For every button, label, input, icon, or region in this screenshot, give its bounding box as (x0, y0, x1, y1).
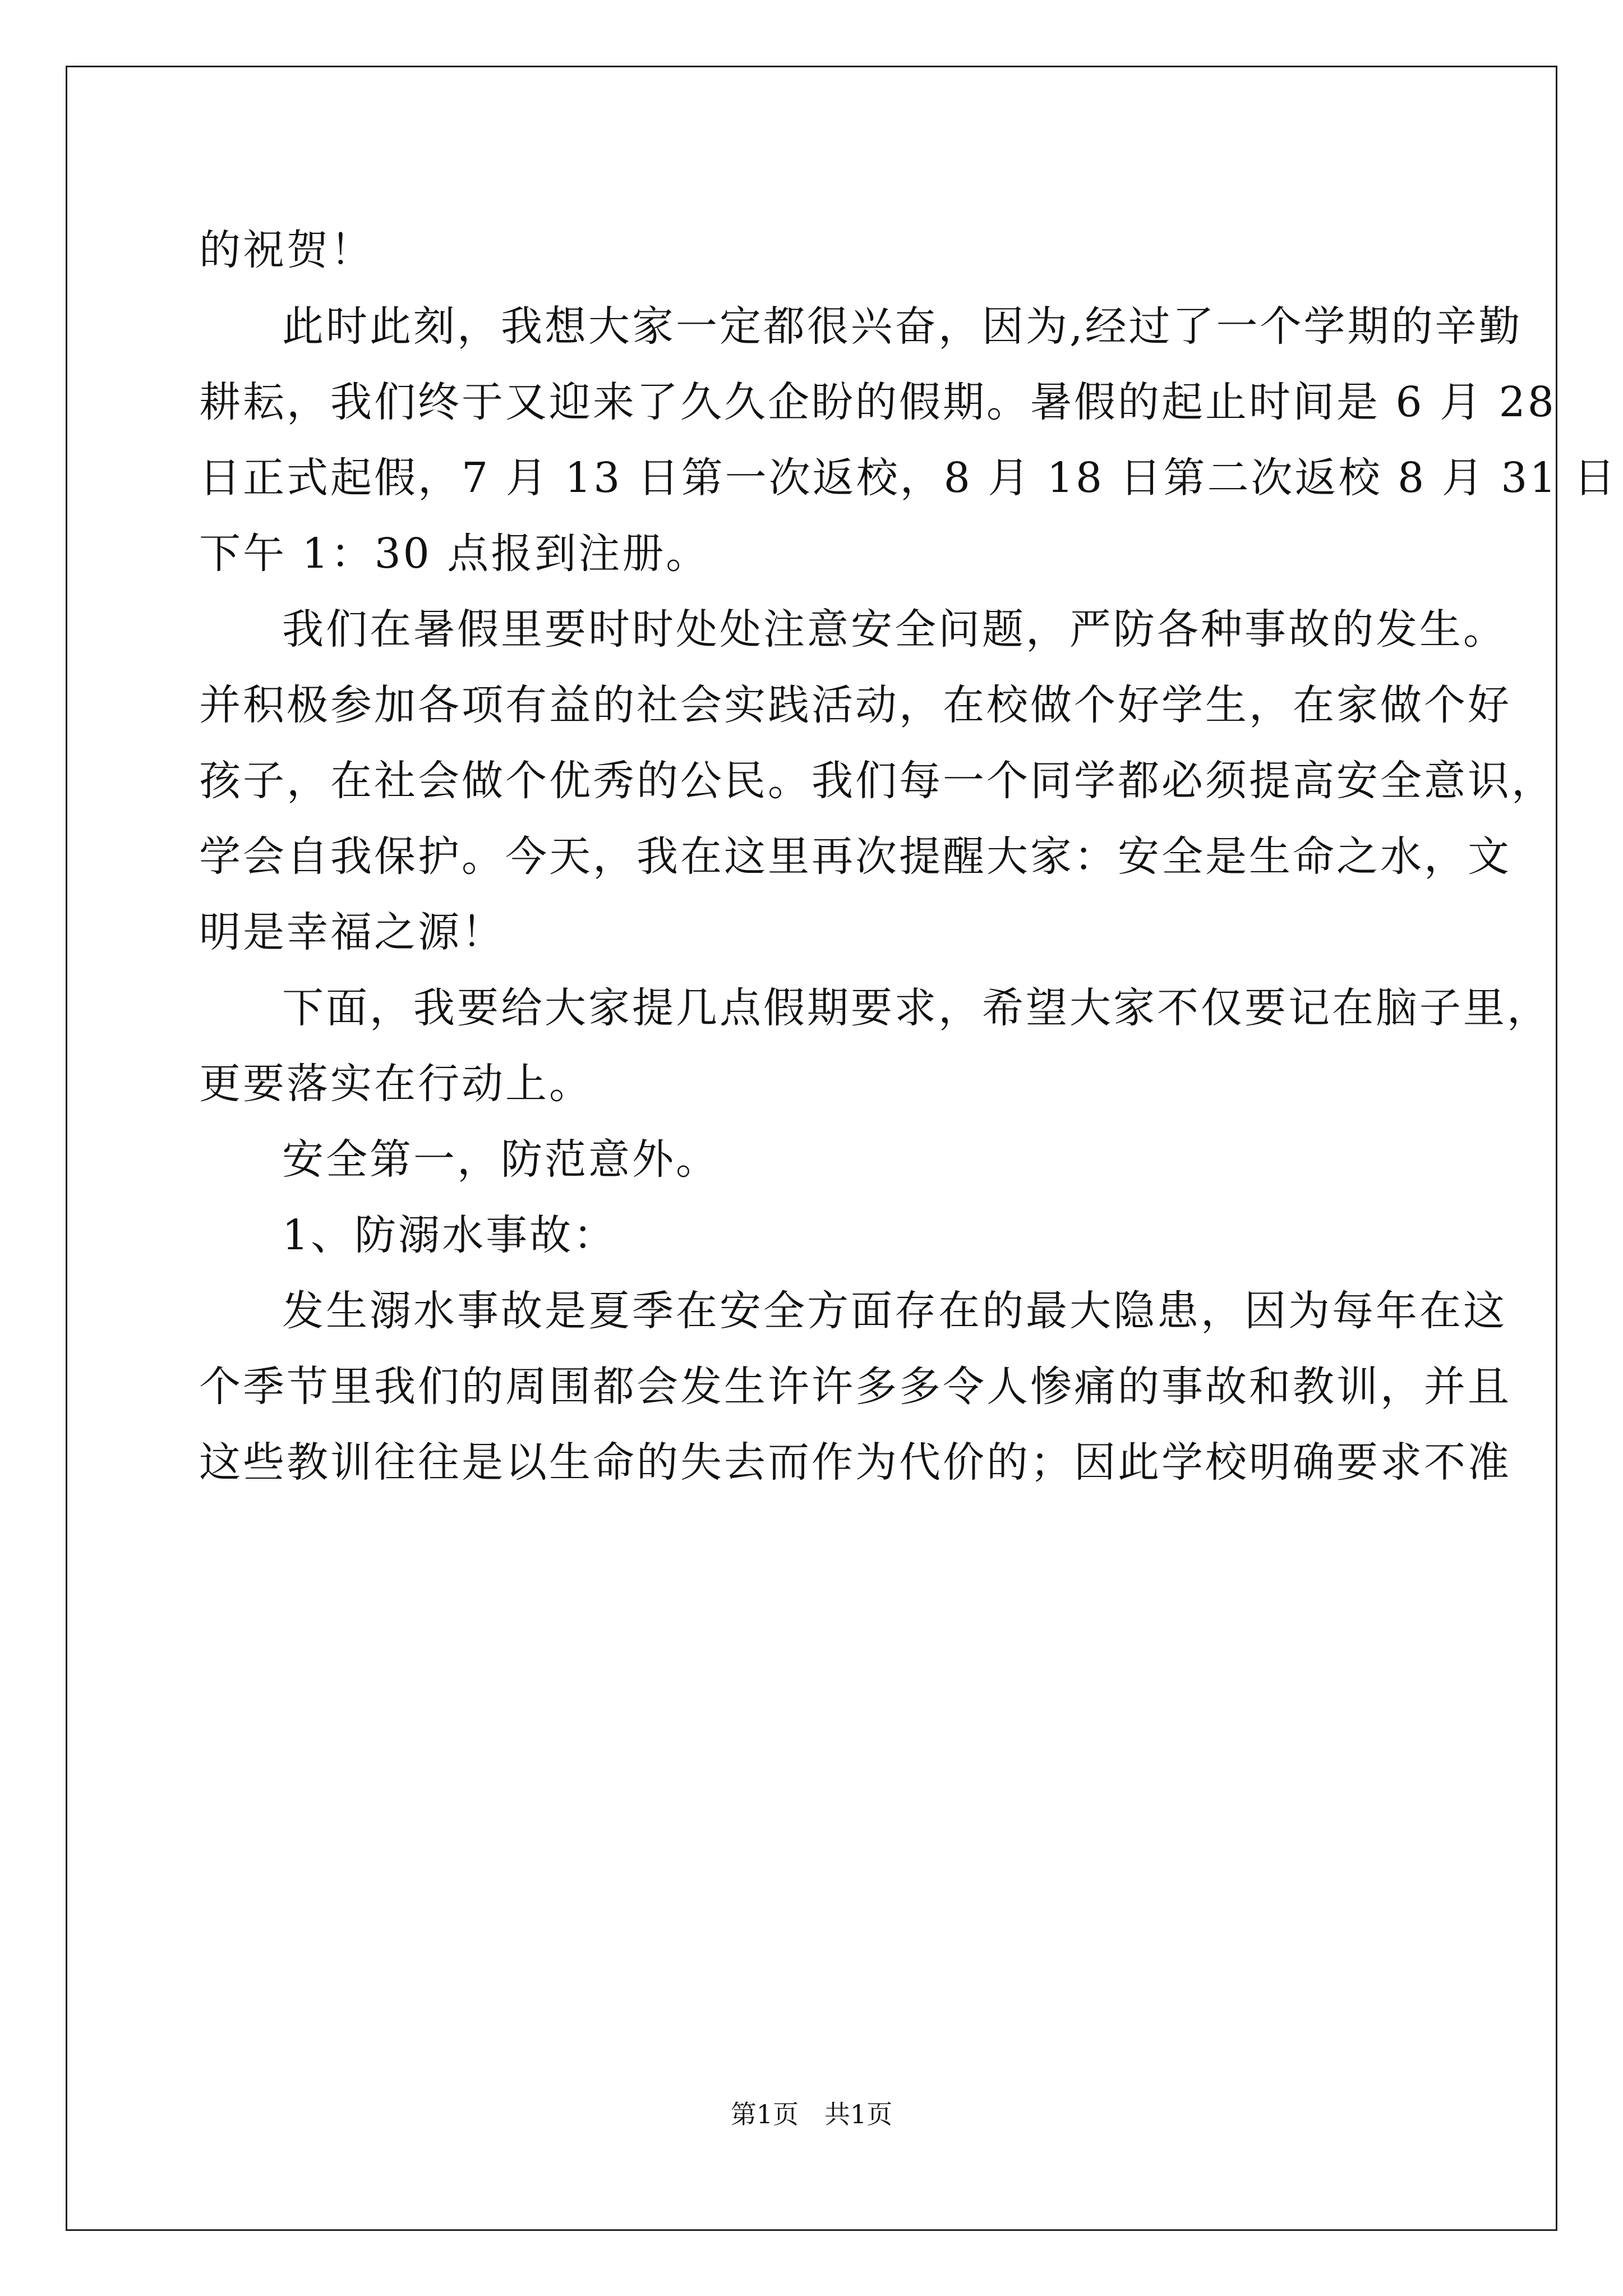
body-line: 发生溺水事故是夏季在安全方面存在的最大隐患，因为每年在这 (282, 1287, 1507, 1335)
body-line: 耕耘，我们终于又迎来了久久企盼的假期。暑假的起止时间是 6 月 28 (199, 378, 1556, 426)
body-line: 这些教训往往是以生命的失去而作为代价的；因此学校明确要求不准 (199, 1438, 1511, 1487)
body-line: 1、防溺水事故： (282, 1211, 617, 1259)
body-line: 孩子，在社会做个优秀的公民。我们每一个同学都必须提高安全意识， (199, 757, 1555, 805)
body-line: 下午 1：30 点报到注册。 (199, 530, 710, 578)
body-line: 并积极参加各项有益的社会实践活动，在校做个好学生，在家做个好 (199, 681, 1511, 729)
body-line: 安全第一，防范意外。 (282, 1135, 720, 1184)
body-line: 下面，我要给大家提几点假期要求，希望大家不仅要记在脑子里， (282, 984, 1551, 1032)
body-line: 日正式起假，7 月 13 日第一次返校，8 月 18 日第二次返校 8 月 31 日 (199, 454, 1617, 502)
body-line: 学会自我保护。今天，我在这里再次提醒大家：安全是生命之水，文 (199, 832, 1511, 881)
body-line: 的祝贺！ (199, 226, 374, 274)
body-line: 明是幸福之源！ (199, 908, 505, 956)
body-line: 个季节里我们的周围都会发生许许多多令人惨痛的事故和教训，并且 (199, 1363, 1511, 1411)
body-line: 更要落实在行动上。 (199, 1060, 593, 1108)
body-line: 此时此刻，我想大家一定都很兴奋，因为,经过了一个学期的辛勤 (282, 302, 1523, 351)
body-line: 我们在暑假里要时时处处注意安全问题，严防各种事故的发生。 (282, 605, 1507, 654)
page-number-footer: 第1页 共1页 (730, 2099, 893, 2129)
